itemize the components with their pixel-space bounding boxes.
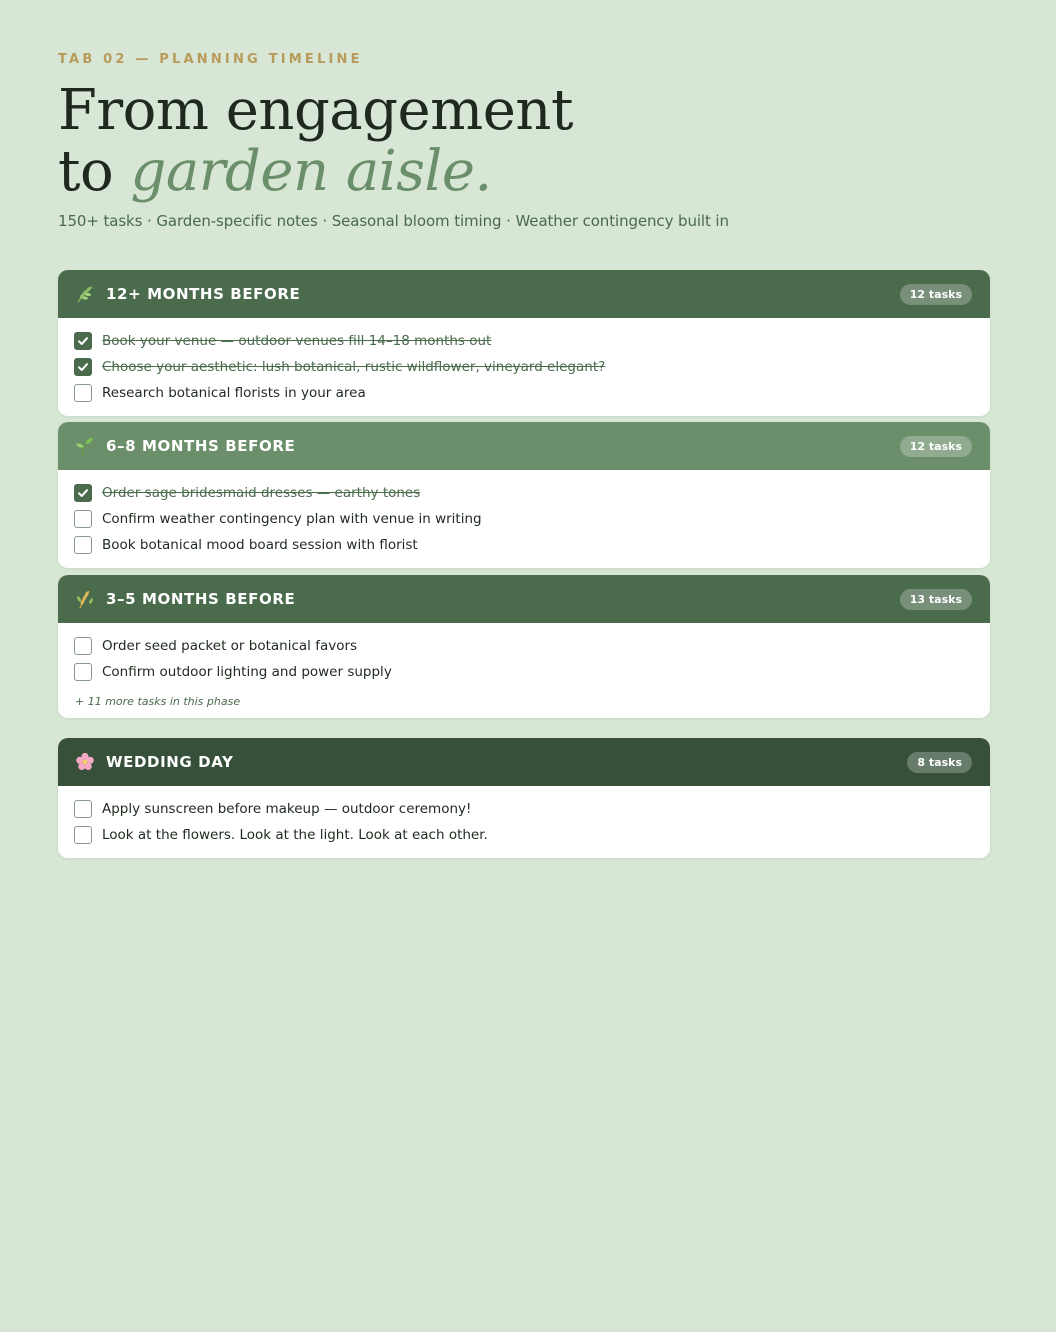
phase-card: [58, 422, 990, 568]
title-line-1: From engagement: [58, 78, 573, 143]
page-title: [58, 80, 573, 202]
task-label: Order seed packet or botanical favors: [102, 638, 358, 654]
task-checkbox[interactable]: [74, 637, 92, 655]
phase-title: 12+ MONTHS BEFORE: [106, 285, 301, 303]
phase-card: [58, 575, 990, 718]
task-checkbox[interactable]: [74, 800, 92, 818]
task-checkbox[interactable]: [74, 384, 92, 402]
seedling-icon: [74, 435, 96, 457]
task-count-badge: 12 tasks: [900, 284, 972, 305]
task-checkbox[interactable]: [74, 663, 92, 681]
phase-header[interactable]: [58, 422, 990, 470]
task-item[interactable]: [74, 354, 974, 380]
page-subtitle: 150+ tasks · Garden-specific notes · Seasonal bloom timing · Weather contingency built in: [58, 212, 729, 230]
task-checkbox[interactable]: [74, 358, 92, 376]
phase-title: 3–5 MONTHS BEFORE: [106, 590, 296, 608]
task-list: [58, 318, 990, 416]
cherry-blossom-icon: [74, 751, 96, 773]
task-label: Research botanical florists in your area: [102, 385, 366, 401]
checkmark-icon: [77, 361, 89, 373]
task-label: Book botanical mood board session with florist: [102, 537, 418, 553]
task-list: [58, 623, 990, 718]
phase-title: 6–8 MONTHS BEFORE: [106, 437, 296, 455]
checkmark-icon: [77, 335, 89, 347]
task-item[interactable]: [74, 328, 974, 354]
task-item[interactable]: [74, 506, 974, 532]
task-count-badge: 13 tasks: [900, 589, 972, 610]
task-label: Apply sunscreen before makeup — outdoor ceremony!: [102, 801, 472, 817]
phase-header[interactable]: [58, 738, 990, 786]
title-line-2-plain: to: [58, 139, 114, 204]
checkmark-icon: [77, 487, 89, 499]
task-label: Confirm weather contingency plan with venue in writing: [102, 511, 482, 527]
task-item[interactable]: [74, 822, 974, 848]
more-tasks-note[interactable]: + 11 more tasks in this phase: [75, 695, 241, 708]
task-item[interactable]: [74, 532, 974, 558]
task-item[interactable]: [74, 633, 974, 659]
task-checkbox[interactable]: [74, 826, 92, 844]
task-list: [58, 470, 990, 568]
phase-header[interactable]: [58, 270, 990, 318]
task-label: Choose your aesthetic: lush botanical, rustic wildflower, vineyard elegant?: [102, 359, 606, 375]
task-count-badge: 8 tasks: [907, 752, 972, 773]
task-checkbox[interactable]: [74, 484, 92, 502]
task-item[interactable]: [74, 480, 974, 506]
phase-card: [58, 738, 990, 858]
eyebrow-label: TAB 02 — PLANNING TIMELINE: [58, 52, 363, 67]
task-checkbox[interactable]: [74, 332, 92, 350]
task-label: Look at the flowers. Look at the light. Look at each other.: [102, 827, 488, 843]
task-checkbox[interactable]: [74, 536, 92, 554]
phase-header[interactable]: [58, 575, 990, 623]
task-item[interactable]: [74, 796, 974, 822]
task-list: [58, 786, 990, 858]
task-label: Order sage bridesmaid dresses — earthy tones: [102, 485, 421, 501]
title-line-2-accent: garden aisle.: [130, 139, 492, 204]
task-count-badge: 12 tasks: [900, 436, 972, 457]
task-item[interactable]: [74, 659, 974, 685]
task-item[interactable]: [74, 380, 974, 406]
wheat-icon: [74, 588, 96, 610]
phase-card: [58, 270, 990, 416]
herb-icon: [74, 283, 96, 305]
task-label: Confirm outdoor lighting and power supply: [102, 664, 392, 680]
task-label: Book your venue — outdoor venues fill 14–18 months out: [102, 333, 492, 349]
task-checkbox[interactable]: [74, 510, 92, 528]
phase-title: WEDDING DAY: [106, 753, 234, 771]
